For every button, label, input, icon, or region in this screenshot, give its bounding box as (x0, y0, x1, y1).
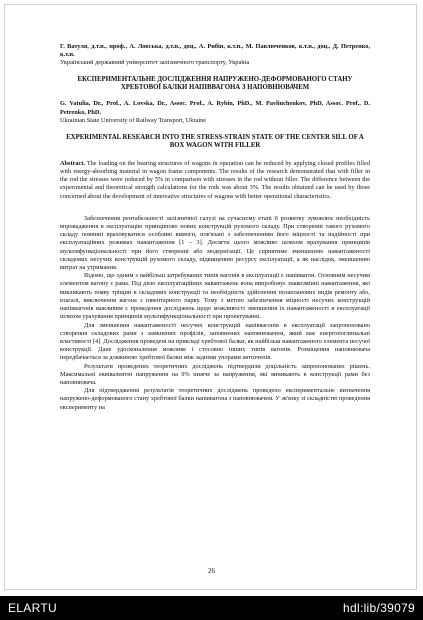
repository-name: ELARTU (8, 601, 57, 615)
body-paragraph: Для зменшення навантаженості несучих конструкцій напіввагонів в експлуатації запропоновано створення складових рами з замкнених профілів, заповнених наповнювачем, який має енергопоглинальні властивості [4]. Дослідження проведені на прикладі хребтової балки, як найбільш навантаженого елемента несучої конструкції. Дане удосконалення можливе і стосовно інших типів вагонів. Розміщення наповнювача передбачається за довжиною хребтової балки між задніми упорами автозчепів. (60, 321, 370, 362)
authors-uk: Г. Ватуля, д.т.н., проф., А. Ловська, д.т.н., доц., А. Рибін, к.т.н., М. Павлюченков, к.т.н., доц., Д. Петренко, к.т.н. (60, 43, 370, 59)
body-paragraph: Забезпечення рентабельності залізничної галузі на сучасному етапі її розвитку зумовлює необхідність впровадження в експлуатацію принципово нових конструкцій рухомого складу. При створенні такого рухомого складу повинні враховуватися особливі вимоги, пов'язані з забезпеченням його міцності та надійності при експлуатаційних режимах навантаження [1 – 3]. Досягти цього можливо шляхом врахування принципів мультифункціональності при його створенні або модернізації. Це сприятиме зменшенню навантаженості складових несучих конструкцій рухомого складу, підвищенню ресурсу експлуатації, а як наслідок, зменшенню витрат на утримання. (60, 214, 370, 272)
handle-id: hdl:lib/39079 (343, 601, 415, 615)
page-number: 26 (208, 567, 215, 575)
abstract-label: Abstract. (60, 159, 86, 167)
title-uk: ЕКСПЕРИМЕНТАЛЬНЕ ДОСЛІДЖЕННЯ НАПРУЖЕНО-ДЕФОРМОВАНОГО СТАНУ ХРЕБТОВОЇ БАЛКИ НАПІВВАГОНА З НАПОВНЮВАЧЕМ (77, 75, 353, 92)
body-paragraph: Результати проведених теоретичних досліджень підтвердили доцільність запропонованих рішень. Максимальні еквівалентні напруження на 9% нижче за напруження, які виникають в конструкції рами без наповнювача. (60, 362, 370, 386)
authors-en: G. Vatulia, Dr., Prof., A. Lovska, Dr., Assoc. Prof., A. Rybin, PhD., M. Pavliuchenkov, PhD, Assoc. Prof., D. Petrenko, PhD. (60, 100, 370, 116)
footer-bar (0, 596, 423, 620)
abstract (60, 160, 370, 201)
affiliation-en: Ukrainian State University of Railway Transport, Ukraine (60, 116, 207, 124)
affiliation-uk: Український державний університет залізничного транспорту, Україна (60, 59, 250, 67)
body-paragraph: Відомо, що одним з найбільш затребуваних типів вагонів в експлуатації є напіввагон. Основним несучим елементом вагону є рама. Під дією експлуатаційних навантажень вона випробовує знакозмінні навантаження, які викликають появу тріщин в складових конструкції та необхідність здійснення позапланових видів ремонту або, взагалі, виключення вагона з інвентарного парку. Тому з метою забезпечення міцності несучих конструкцій напіввагонів важливим є проведення досліджень щодо можливості зменшення їх навантаженості в експлуатації шляхом урахування принципів мультифункціональності при проектуванні. (60, 272, 370, 321)
abstract-text: The loading on the bearing structures of wagons in operation can be reduced by applying closed profiles filled with energy-absorbing material in wagon frame components. The results of the research demonstrated that with filler in the rod the stresses were reduced by 5% in comparison with stresses in the rod without filler. The difference between the experimental and theoretical strength calculations for the rods was about 3%. The results obtained can be used by those concerned about the development of innovative structures of wagons with better operational characteristics. (60, 159, 370, 200)
title-en: EXPERIMENTAL RESEARCH INTO THE STRESS-STRAIN STATE OF THE CENTER SILL OF A BOX WAGON WITH FILLER (66, 134, 364, 150)
body-paragraph: Для підтвердження результатів теоретичних досліджень проведено експериментальне визначення напружено-деформованого стану хребтової балки напіввагона з наповнювачем. У зв'язку зі складністю проведення експерименту на (60, 387, 370, 411)
paper-page (60, 43, 370, 412)
body-text (60, 215, 370, 412)
